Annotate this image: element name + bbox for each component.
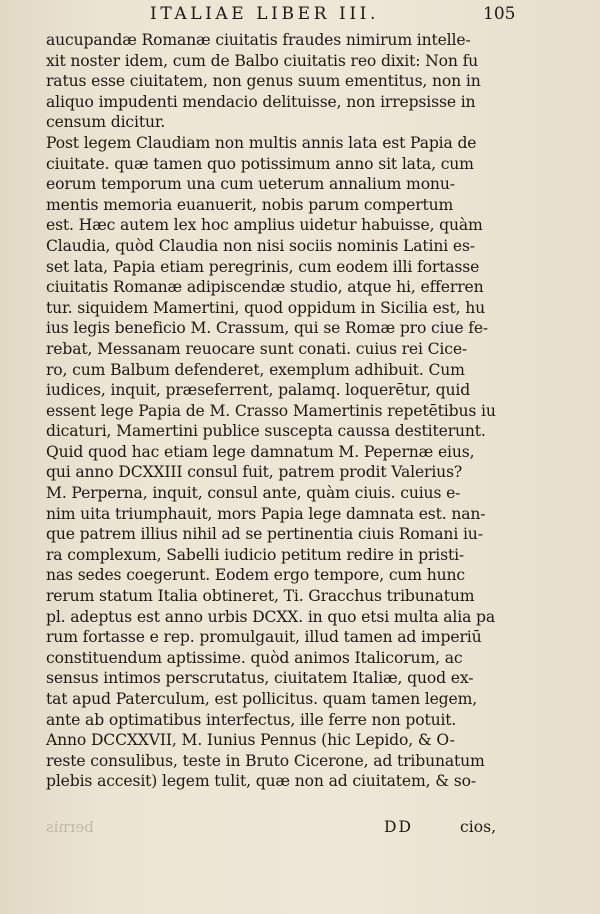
text-line: ro, cum Balbum defenderet, exemplum adhibuit. Cum bbox=[46, 360, 465, 379]
text-line: tat apud Paterculum, est pollicitus. quam tamen legem, bbox=[46, 690, 478, 708]
text-line: Quid quod hac etiam lege damnatum M. Pepernæ eius, bbox=[46, 442, 475, 461]
page-number: 105 bbox=[483, 4, 516, 24]
show-through-text: bernis bbox=[46, 818, 94, 836]
text-line: eorum temporum una cum ueterum annalium monu- bbox=[46, 175, 455, 194]
text-line: Claudia, quòd Claudia non nisi sociis nominis Latini es- bbox=[46, 236, 475, 255]
text-line: set lata, Papia etiam peregrinis, cum eodem illi fortasse bbox=[46, 257, 480, 276]
text-line: Post legem Claudiam non multis annis lata est Papia de bbox=[46, 133, 477, 152]
text-line: reste consulibus, teste in Bruto Cicerone, ad tribunatum bbox=[46, 751, 485, 770]
text-line: dicaturi, Mamertini publice suscepta caussa destiterunt. bbox=[46, 422, 486, 441]
text-line: xit noster idem, cum de Balbo ciuitatis reo dixit: Non fu bbox=[46, 51, 479, 70]
text-line: ciuitate. quæ tamen quo potissimum anno sit lata, cum bbox=[46, 154, 474, 173]
running-title: ITALIAE LIBER III. bbox=[150, 4, 379, 24]
text-line: censum dicitur. bbox=[46, 113, 166, 132]
text-line: nim uita triumphauit, mors Papia lege damnata est. nan- bbox=[46, 504, 486, 523]
text-line: rum fortasse e rep. promulgauit, illud tamen ad imperiū bbox=[46, 628, 482, 647]
text-line: pl. adeptus est anno urbis DCXX. in quo etsi multa alia pa bbox=[46, 607, 496, 626]
text-line: ius legis beneficio M. Crassum, qui se Romæ pro ciue fe- bbox=[46, 319, 489, 338]
text-line: sensus intimos perscrutatus, ciuitatem Italiæ, quod ex- bbox=[46, 669, 474, 688]
text-line: rebat, Messanam reuocare sunt conati. cuius rei Cice- bbox=[46, 339, 468, 358]
text-line: constituendum aptissime. quòd animos Italicorum, ac bbox=[46, 648, 463, 667]
text-line: Anno DCCXXVII, M. Iunius Pennus (hic Lepido, & O- bbox=[46, 731, 455, 750]
text-line: M. Perperna, inquit, consul ante, quàm ciuis. cuius e- bbox=[46, 484, 461, 503]
catchword: cios, bbox=[460, 818, 497, 836]
text-line: plebis accesit) legem tulit, quæ non ad ciuitatem, & so- bbox=[46, 772, 476, 791]
text-line: aucupandæ Romanæ ciuitatis fraudes nimirum intelle- bbox=[46, 31, 471, 49]
text-line: tur. siquidem Mamertini, quod oppidum in Sicilia est, hu bbox=[46, 298, 486, 317]
text-line: ratus esse ciuitatem, non genus suum ementitus, non in bbox=[46, 72, 481, 91]
text-line: mentis memoria euanuerit, nobis parum compertum bbox=[46, 195, 454, 214]
text-line: qui anno DCXXIII consul fuit, patrem prodit Valerius? bbox=[46, 463, 463, 482]
text-line: ra complexum, Sabelli iudicio petitum redire in pristi- bbox=[46, 545, 465, 564]
text-line: iudices, inquit, præseferrent, palamq. loquerētur, quid bbox=[46, 381, 471, 400]
text-line: aliquo impudenti mendacio delituisse, non irrepsisse in bbox=[46, 92, 476, 111]
text-line: ciuitatis Romanæ adipiscendæ studio, atque hi, efferren bbox=[46, 278, 484, 297]
text-line: que patrem illius nihil ad se pertinentia ciuis Romani iu- bbox=[46, 525, 483, 544]
text-line: nas sedes coegerunt. Eodem ergo tempore, cum hunc bbox=[46, 566, 465, 585]
text-line: est. Hæc autem lex hoc amplius uidetur habuisse, quàm bbox=[46, 216, 483, 235]
text-line: rerum statum Italia obtineret, Ti. Gracchus tribunatum bbox=[46, 587, 475, 606]
text-line: essent lege Papia de M. Crasso Mamertinis repetētibus iu bbox=[46, 401, 496, 420]
signature-mark: DD bbox=[384, 818, 414, 836]
text-line: ante ab optimatibus interfectus, ille ferre non potuit. bbox=[46, 710, 457, 729]
body-text bbox=[46, 30, 532, 792]
